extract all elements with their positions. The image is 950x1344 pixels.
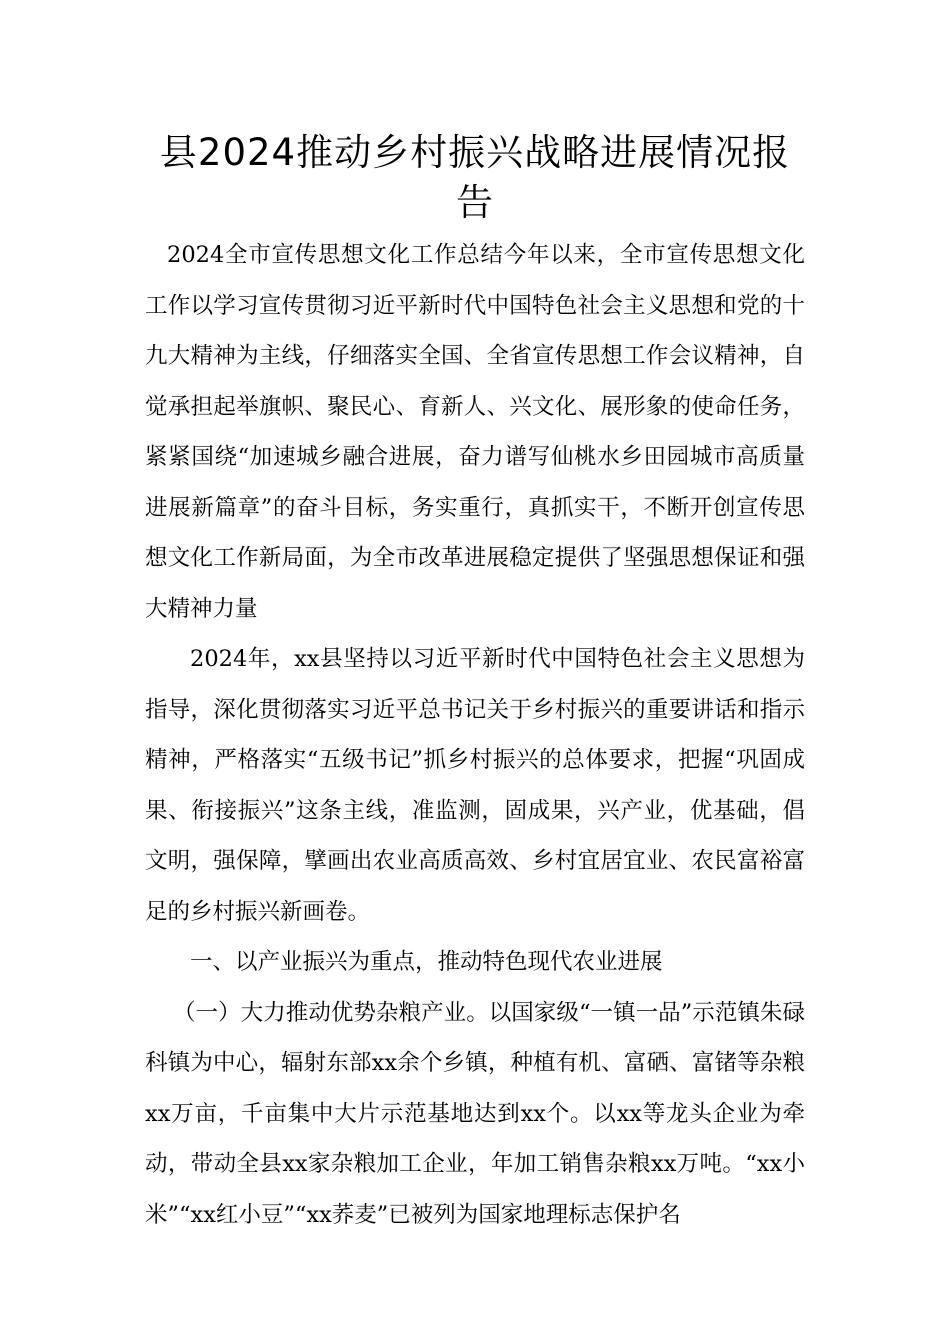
paragraph-intro: 2024全市宣传思想文化工作总结今年以来，全市宣传思想文化工作以学习宣传贯彻习近平新时代中国特色社会主义思想和党的十九大精神为主线，仔细落实全国、全省宣传思想工作会议精神，自觉承担起举旗帜、聚民心、育新人、兴文化、展形象的使命任务，紧紧国绕“加速城乡融合进展，奋力谱写仙桃水乡田园城市高质量进展新篇章”的奋斗目标，务实重行，真抓实干，不断开创宣传思想文化工作新局面，为全市改革进展稳定提供了坚强思想保证和强大精神力量	[145, 242, 805, 622]
document-title: 县2024推动乡村振兴战略进展情况报告	[159, 131, 791, 224]
document-body	[145, 230, 805, 1240]
paragraph-subsection-1: （一）大力推动优势杂粮产业。以国家级“一镇一品”示范镇朱碌科镇为中心，辐射东部xx余个乡镇，种植有机、富硒、富锗等杂粮xx万亩，千亩集中大片示范基地达到xx个。以xx等龙头企业为牵动，带动全县xx家杂粮加工企业，年加工销售杂粮xx万吨。“xx小米”“xx红小豆”“xx荞麦”已被列为国家地理标志保护名	[145, 999, 805, 1228]
paragraph-overview: 2024年，xx县坚持以习近平新时代中国特色社会主义思想为指导，深化贯彻落实习近平总书记关于乡村振兴的重要讲话和指示精神，严格落实“五级书记”抓乡村振兴的总体要求，把握“巩固成果、衔接振兴”这条主线，准监测，固成果，兴产业，优基础，倡文明，强保障，擘画出农业高质高效、乡村宜居宜业、农民富裕富足的乡村振兴新画卷。	[145, 646, 805, 925]
section-heading-1: 一、以产业振兴为重点，推动特色现代农业进展	[190, 949, 663, 975]
